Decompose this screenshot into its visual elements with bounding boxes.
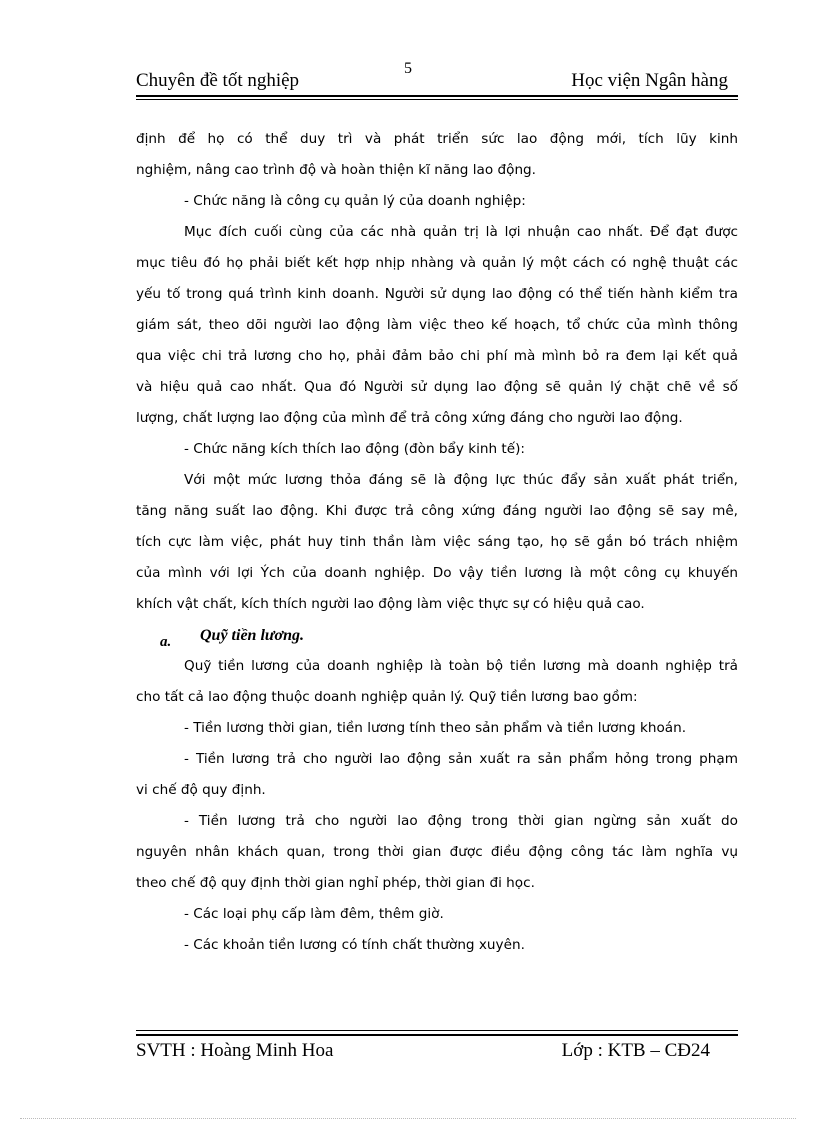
- bullet-line: - Chức năng kích thích lao động (đòn bẩy kinh tế):: [184, 441, 525, 457]
- footer-class: Lớp : KTB – CĐ24: [561, 1040, 710, 1061]
- running-footer: [136, 1040, 738, 1066]
- heading-marker: a.: [160, 634, 172, 650]
- text-line: vi chế độ quy định.: [136, 782, 266, 798]
- bullet-line: - Tiền lương thời gian, tiền lương tính theo sản phẩm và tiền lương khoán.: [184, 720, 687, 736]
- text-line: lượng, chất lượng lao động của mình để trả công xứng đáng cho người lao động.: [136, 410, 683, 426]
- text-line: và hiệu quả cao nhất. Qua đó Người sử dụng lao động sẽ quản lý chặt chẽ về số: [136, 379, 738, 395]
- text-line: Với một mức lương thỏa đáng sẽ là động lực thúc đẩy sản xuất phát triển,: [184, 472, 738, 488]
- bullet-line: - Tiền lương trả cho người lao động sản xuất ra sản phẩm hỏng trong phạm: [184, 751, 738, 767]
- text-line: yếu tố trong quá trình kinh doanh. Người sử dụng lao động có thể tiến hành kiểm tra: [136, 286, 738, 302]
- text-line: của mình với lợi Ých của doanh nghiệp. Do vậy tiền lương là một công cụ khuyến: [136, 565, 738, 581]
- page-edge-dots: [20, 1118, 796, 1119]
- text-line: cho tất cả lao động thuộc doanh nghiệp quản lý. Quỹ tiền lương bao gồm:: [136, 689, 638, 705]
- text-line: tăng năng suất lao động. Khi được trả công xứng đáng người lao động sẽ say mê,: [136, 503, 738, 519]
- text-line: Quỹ tiền lương của doanh nghiệp là toàn bộ tiền lương mà doanh nghiệp trả: [184, 658, 738, 674]
- text-line: nguyên nhân khách quan, trong thời gian được điều động công tác làm nghĩa vụ: [136, 844, 738, 860]
- bullet-line: - Chức năng là công cụ quản lý của doanh nghiệp:: [184, 193, 526, 209]
- text-line: khích vật chất, kích thích người lao động làm việc thực sự có hiệu quả cao.: [136, 596, 645, 612]
- text-line: tích cực làm việc, phát huy tinh thần làm việc sáng tạo, họ sẽ gắn bó trách nhiệm: [136, 534, 738, 550]
- page-number: 5: [404, 60, 412, 77]
- bullet-line: - Tiền lương trả cho người lao động trong thời gian ngừng sản xuất do: [184, 813, 738, 829]
- bullet-line: - Các loại phụ cấp làm đêm, thêm giờ.: [184, 906, 444, 922]
- text-line: Mục đích cuối cùng của các nhà quản trị là lợi nhuận cao nhất. Để đạt được: [184, 224, 738, 240]
- bullet-line: - Các khoản tiền lương có tính chất thường xuyên.: [184, 937, 525, 953]
- footer-rule: [136, 1034, 738, 1036]
- running-header: [136, 70, 738, 96]
- header-title-left: Chuyên đề tốt nghiệp: [136, 70, 300, 91]
- text-line: giám sát, theo dõi người lao động làm việc theo kế hoạch, tổ chức của mình thông: [136, 317, 738, 333]
- text-line: mục tiêu đó họ phải biết kết hợp nhịp nhàng và quản lý một cách có nghệ thuật các: [136, 255, 738, 271]
- heading-text: Quỹ tiền lương.: [200, 627, 304, 644]
- header-title-right: Học viện Ngân hàng: [571, 70, 728, 91]
- text-line: theo chế độ quy định thời gian nghỉ phép, thời gian đi học.: [136, 875, 535, 891]
- footer-student: SVTH : Hoàng Minh Hoa: [136, 1040, 334, 1061]
- header-rule: [136, 95, 738, 97]
- text-line: qua việc chi trả lương cho họ, phải đảm bảo chi phí mà mình bỏ ra đem lại kết quả: [136, 348, 738, 364]
- document-body: [136, 124, 738, 961]
- text-line: nghiệm, nâng cao trình độ và hoàn thiện kĩ năng lao động.: [136, 162, 537, 178]
- header-rule-thin: [136, 99, 738, 100]
- section-heading: [136, 620, 738, 651]
- text-line: định để họ có thể duy trì và phát triển sức lao động mới, tích lũy kinh: [136, 131, 738, 147]
- footer-rule-thin: [136, 1030, 738, 1031]
